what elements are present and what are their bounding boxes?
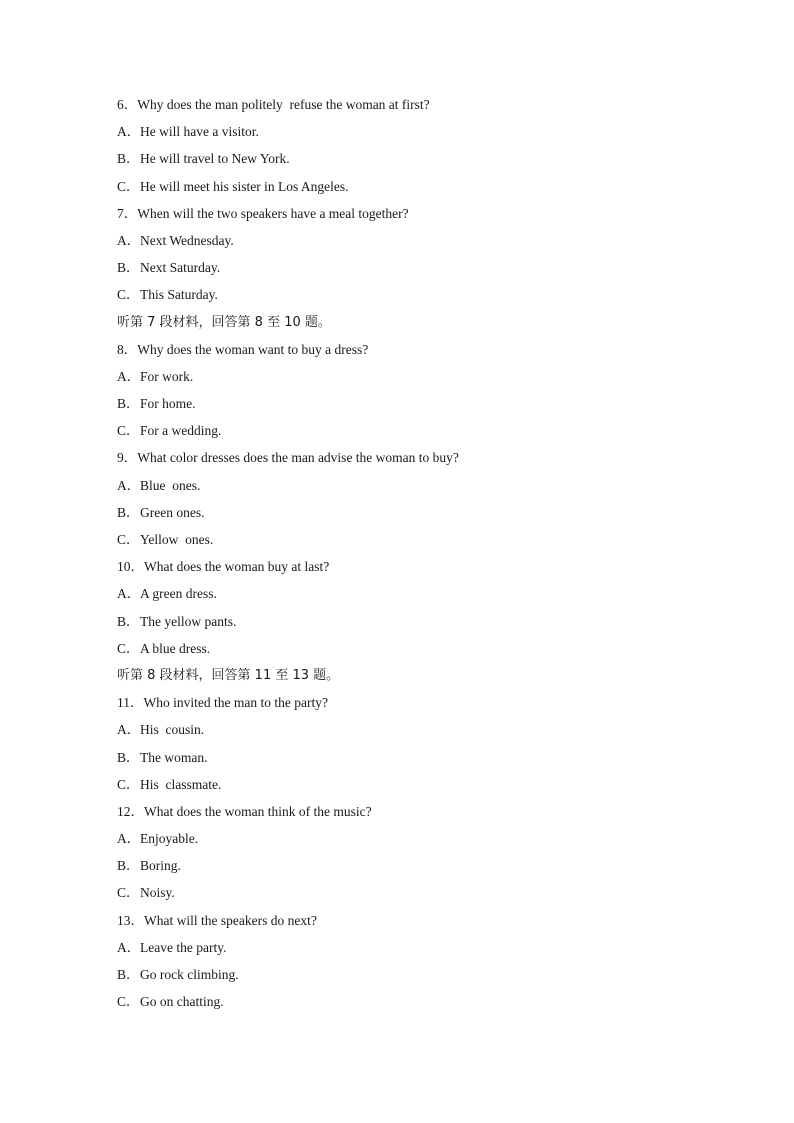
option-10a xyxy=(117,582,717,609)
option-text: Green ones. xyxy=(140,504,205,520)
question-11 xyxy=(117,691,717,718)
option-label: B． xyxy=(117,613,140,629)
option-text: A blue dress. xyxy=(140,640,211,656)
question-8 xyxy=(117,338,717,365)
option-label: B． xyxy=(117,396,140,412)
option-text: He will travel to New York. xyxy=(140,151,290,167)
option-label: C． xyxy=(117,423,140,439)
option-text: For a wedding. xyxy=(140,423,222,439)
option-11c xyxy=(117,773,717,800)
option-9a xyxy=(117,474,717,501)
option-label: B． xyxy=(117,967,140,982)
option-label: A． xyxy=(117,232,141,248)
option-text: Noisy. xyxy=(140,885,175,901)
option-text: He will meet his sister in Los Angeles. xyxy=(140,178,349,194)
option-text: A green dress. xyxy=(140,586,217,602)
option-label: A． xyxy=(117,939,141,955)
option-6a xyxy=(117,120,717,147)
option-label: A． xyxy=(117,586,141,602)
option-text: The woman. xyxy=(140,749,208,765)
question-number: 12． xyxy=(117,803,144,819)
option-text: Leave the party. xyxy=(140,939,227,955)
question-number: 9． xyxy=(117,450,138,466)
option-label: B． xyxy=(117,504,140,520)
option-13b xyxy=(117,963,717,990)
option-label: A． xyxy=(117,368,141,384)
option-11a xyxy=(117,718,717,745)
option-text: Boring. xyxy=(140,858,181,874)
option-label: A． xyxy=(117,124,141,140)
question-text: Who invited the man to the party? xyxy=(143,695,328,711)
question-text: What does the woman buy at last? xyxy=(144,559,330,575)
option-12c xyxy=(117,881,717,908)
option-text: For work. xyxy=(140,368,194,384)
question-7 xyxy=(117,202,717,229)
option-11b xyxy=(117,746,717,773)
document-body xyxy=(117,93,717,1017)
option-8a xyxy=(117,365,717,392)
option-label: C． xyxy=(117,885,140,901)
question-text: Why does the woman want to buy a dress? xyxy=(137,341,369,357)
option-label: C． xyxy=(117,994,140,1010)
option-7c xyxy=(117,283,717,310)
question-text: What will the speakers do next? xyxy=(144,912,317,928)
option-label: C． xyxy=(117,178,140,194)
question-number: 11． xyxy=(117,695,144,711)
question-text: What does the woman think of the music? xyxy=(144,803,372,819)
option-7a xyxy=(117,229,717,256)
option-label: C． xyxy=(117,287,140,303)
question-text: Why does the man politely refuse the woman at first? xyxy=(137,97,430,112)
question-6 xyxy=(117,93,717,120)
question-number: 8． xyxy=(117,341,138,357)
option-text: This Saturday. xyxy=(140,287,218,303)
option-text: Go rock climbing. xyxy=(140,967,239,982)
option-13a xyxy=(117,936,717,963)
option-10c xyxy=(117,637,717,664)
section-instruction-8: 听第 8 段材料，回答第 11 至 13 题。 xyxy=(117,667,340,683)
option-label: A． xyxy=(117,831,141,847)
section-instruction-7: 听第 7 段材料，回答第 8 至 10 题。 xyxy=(117,314,331,330)
question-text: When will the two speakers have a meal together? xyxy=(137,205,409,221)
option-text: Enjoyable. xyxy=(140,831,199,847)
option-label: B． xyxy=(117,260,140,276)
option-8c xyxy=(117,419,717,446)
option-label: C． xyxy=(117,532,140,547)
option-text: The yellow pants. xyxy=(140,613,237,629)
question-10 xyxy=(117,555,717,582)
option-10b xyxy=(117,610,717,637)
option-text: Blue ones. xyxy=(140,477,201,493)
question-number: 6． xyxy=(117,97,138,112)
option-7b xyxy=(117,256,717,283)
option-text: His cousin. xyxy=(140,722,205,738)
option-12a xyxy=(117,827,717,854)
option-label: A． xyxy=(117,477,141,493)
question-9 xyxy=(117,446,717,473)
option-text: For home. xyxy=(140,396,196,412)
option-label: B． xyxy=(117,749,140,765)
question-number: 7． xyxy=(117,205,138,221)
option-13c xyxy=(117,990,717,1017)
option-label: B． xyxy=(117,858,140,874)
option-text: Next Saturday. xyxy=(140,260,221,276)
question-text: What color dresses does the man advise the woman to buy? xyxy=(137,450,459,466)
option-text: Next Wednesday. xyxy=(140,232,234,248)
option-6b xyxy=(117,147,717,174)
option-8b xyxy=(117,392,717,419)
option-label: A． xyxy=(117,722,141,738)
option-text: He will have a visitor. xyxy=(140,124,259,140)
option-9b xyxy=(117,501,717,528)
question-13 xyxy=(117,909,717,936)
option-6c xyxy=(117,175,717,202)
option-label: B． xyxy=(117,151,140,167)
question-number: 10． xyxy=(117,559,144,575)
option-text: Go on chatting. xyxy=(140,994,224,1010)
question-number: 13． xyxy=(117,912,144,928)
option-label: C． xyxy=(117,640,140,656)
option-12b xyxy=(117,854,717,881)
option-text: Yellow ones. xyxy=(140,532,214,547)
option-9c xyxy=(117,528,717,555)
option-text: His classmate. xyxy=(140,776,222,792)
question-12 xyxy=(117,800,717,827)
option-label: C． xyxy=(117,776,140,792)
